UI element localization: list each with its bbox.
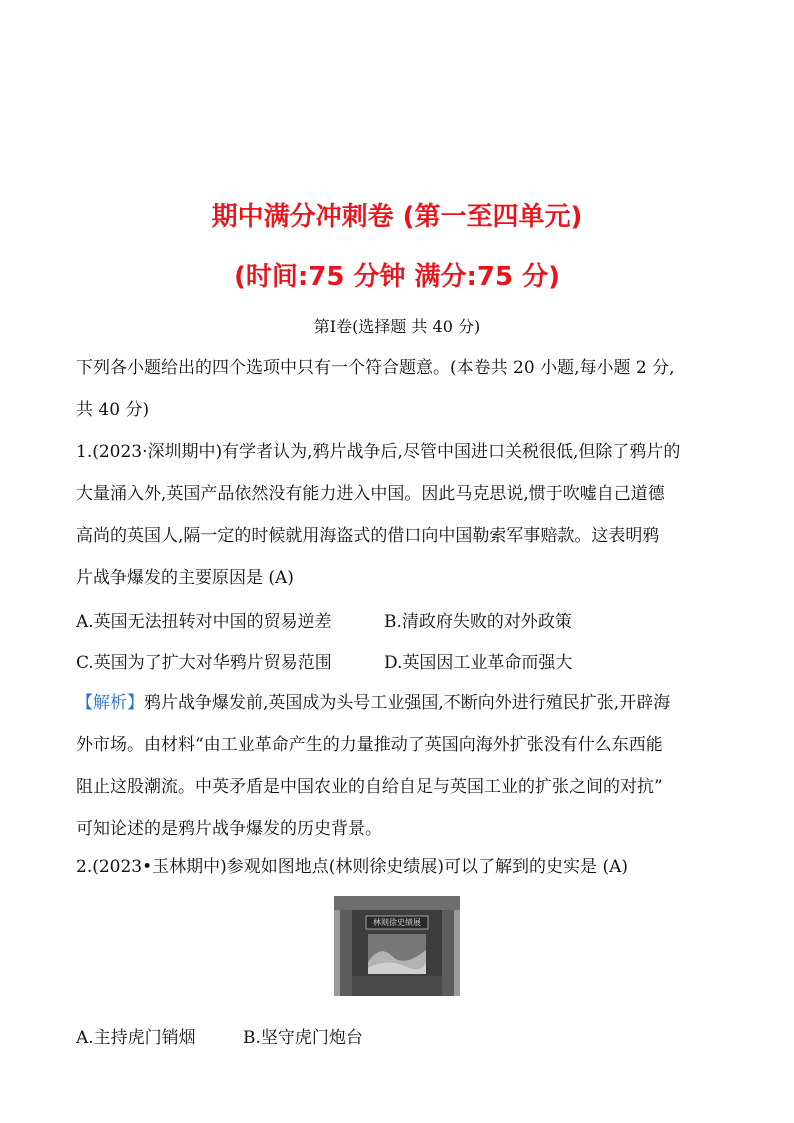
question-2-stem — [76, 846, 721, 888]
q1-option-d: D.英国因工业革命而强大 — [384, 653, 573, 673]
q1-analysis — [76, 682, 721, 850]
section-heading: 第Ⅰ卷(选择题 共 40 分) — [313, 317, 481, 336]
instruction-line: 下列各小题给出的四个选项中只有一个符合题意。(本卷共 20 小题,每小题 2 分, — [76, 358, 675, 378]
analysis-line: 可知论述的是鸦片战争爆发的历史背景。 — [76, 819, 382, 839]
question-line: 高尚的英国人,隔一定的时候就用海盗式的借口向中国勒索军事赔款。这表明鸦 — [76, 526, 660, 546]
q1-option-a: A.英国无法扭转对中国的贸易逆差 — [76, 612, 332, 632]
question-line: 1.(2023·深圳期中)有学者认为,鸦片战争后,尽管中国进口关税很低,但除了鸦片的 — [76, 442, 681, 462]
exhibition-hall-image — [334, 896, 460, 996]
analysis-line: 鸦片战争爆发前,英国成为头号工业强国,不断向外进行殖民扩张,开辟海 — [144, 693, 671, 713]
analysis-line: 阻止这股潮流。中英矛盾是中国农业的自给自足与英国工业的扩张之间的对抗” — [76, 777, 663, 797]
q1-option-b: B.清政府失败的对外政策 — [384, 612, 572, 632]
section-instructions — [76, 347, 721, 431]
question-line: 大量涌入外,英国产品依然没有能力进入中国。因此马克思说,惯于吹嘘自己道德 — [76, 484, 665, 504]
question-line: 片战争爆发的主要原因是 (A) — [76, 568, 294, 588]
analysis-tag: 【解析】 — [76, 693, 144, 713]
q2-option-a: A.主持虎门销烟 — [76, 1028, 196, 1048]
exhibition-sign-text: 林则徐史绩展 — [373, 918, 421, 927]
q2-option-b: B.坚守虎门炮台 — [243, 1028, 363, 1048]
exam-subtitle: (时间:75 分钟 满分:75 分) — [233, 262, 561, 292]
instruction-line: 共 40 分) — [76, 400, 150, 420]
q1-option-c: C.英国为了扩大对华鸦片贸易范围 — [76, 653, 332, 673]
exhibition-photo — [334, 896, 460, 996]
question-line: 2.(2023•玉林期中)参观如图地点(林则徐史绩展)可以了解到的史实是 (A) — [76, 857, 628, 877]
exam-title: 期中满分冲刺卷 (第一至四单元) — [211, 202, 583, 232]
question-1-stem — [76, 431, 721, 599]
analysis-line: 外市场。由材料“由工业革命产生的力量推动了英国向海外扩张没有什么东西能 — [76, 735, 663, 755]
